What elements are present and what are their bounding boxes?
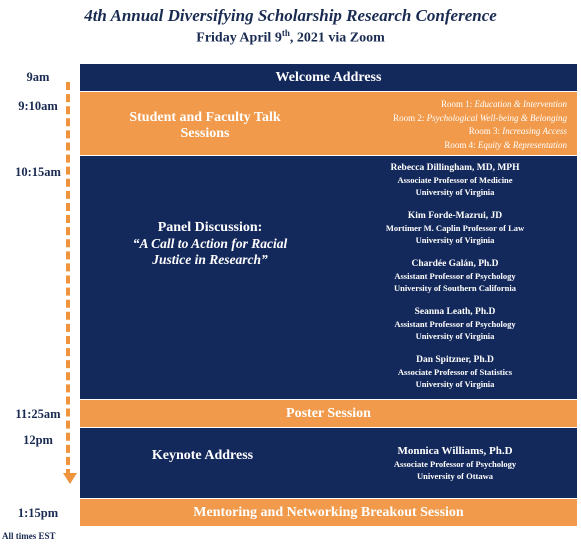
- poster-session-label: Poster Session: [286, 405, 371, 421]
- panel-subtitle-line2: Justice in Research”: [152, 252, 268, 267]
- speaker-entry: [340, 354, 570, 390]
- time-label-talks: 9:10am: [18, 99, 58, 113]
- speaker-name: Dan Spitzner, Ph.D: [416, 355, 494, 365]
- room-item: Room 2: Psychological Well-being & Belonging: [393, 112, 567, 123]
- panel-discussion-block: [80, 156, 577, 399]
- date-platform: , 2021 via Zoom: [289, 30, 385, 46]
- time-label-panel: 10:15am: [15, 165, 61, 179]
- room-item: Room 4: Equity & Representation: [444, 139, 567, 150]
- speaker-role: Associate Professor of Psychology: [393, 459, 517, 469]
- speaker-entry: [340, 210, 570, 246]
- panel-title: [80, 220, 340, 268]
- time-label-welcome: 9am: [26, 70, 50, 84]
- mentoring-session-block: [80, 499, 577, 526]
- talk-sessions-label: [100, 110, 310, 142]
- speaker-role: Mortimer M. Caplin Professor of Law: [385, 223, 525, 233]
- panel-subtitle-line1: “A Call to Action for Racial: [132, 236, 288, 251]
- talk-sessions-label-line2: Sessions: [180, 126, 230, 141]
- keynote-label: Keynote Address: [151, 448, 254, 463]
- time-label-poster: 11:25am: [15, 407, 61, 421]
- conference-date: [0, 28, 581, 47]
- speaker-name: Rebecca Dillingham, MD, MPH: [390, 163, 520, 173]
- speaker-role: Associate Professor of Statistics: [397, 367, 513, 377]
- speaker-entry: [340, 162, 570, 198]
- welcome-address-block: [80, 64, 577, 91]
- conference-title: 4th Annual Diversifying Scholarship Research Conference: [84, 6, 497, 25]
- speaker-org: University of Virginia: [415, 331, 495, 341]
- panel-title-line: Panel Discussion:: [157, 220, 263, 235]
- speaker-entry: [340, 306, 570, 342]
- speaker-role: Associate Professor of Medicine: [397, 175, 513, 185]
- date-suffix: th: [281, 28, 290, 38]
- speaker-entry: [340, 258, 570, 294]
- time-label-keynote: 12pm: [23, 433, 53, 447]
- poster-session-block: [80, 400, 577, 427]
- speaker-org: University of Virginia: [415, 187, 495, 197]
- speaker-name: Seanna Leath, Ph.D: [414, 307, 496, 317]
- timezone-footnote: All times EST: [2, 531, 56, 541]
- talk-sessions-block: [80, 92, 577, 155]
- speaker-org: University of Virginia: [415, 379, 495, 389]
- time-label-mentoring: 1:15pm: [17, 506, 59, 520]
- speaker-org: University of Ottawa: [416, 471, 493, 481]
- speaker-role: Assistant Professor of Psychology: [394, 319, 516, 329]
- room-list: [393, 98, 567, 152]
- keynote-block: [80, 428, 577, 498]
- speaker-name: Chardée Galán, Ph.D: [411, 259, 499, 269]
- room-item: Room 3: Increasing Access: [468, 126, 567, 136]
- speaker-org: University of Virginia: [415, 235, 495, 245]
- timeline-arrow-icon: [63, 473, 77, 484]
- speaker-name: Kim Forde-Mazrui, JD: [407, 211, 503, 221]
- date-text: Friday April 9: [196, 30, 282, 46]
- mentoring-session-label: Mentoring and Networking Breakout Session: [193, 504, 464, 520]
- speaker-role: Assistant Professor of Psychology: [394, 271, 516, 281]
- speaker-name: Monnica Williams, Ph.D: [397, 445, 513, 457]
- panel-speaker-list: [340, 162, 570, 402]
- speaker-org: University of Southern California: [393, 283, 517, 293]
- talk-sessions-label-line1: Student and Faculty Talk: [129, 110, 281, 125]
- keynote-speaker: [340, 444, 570, 482]
- room-item: Room 1: Education & Intervention: [441, 99, 567, 109]
- welcome-address-label: Welcome Address: [275, 69, 382, 85]
